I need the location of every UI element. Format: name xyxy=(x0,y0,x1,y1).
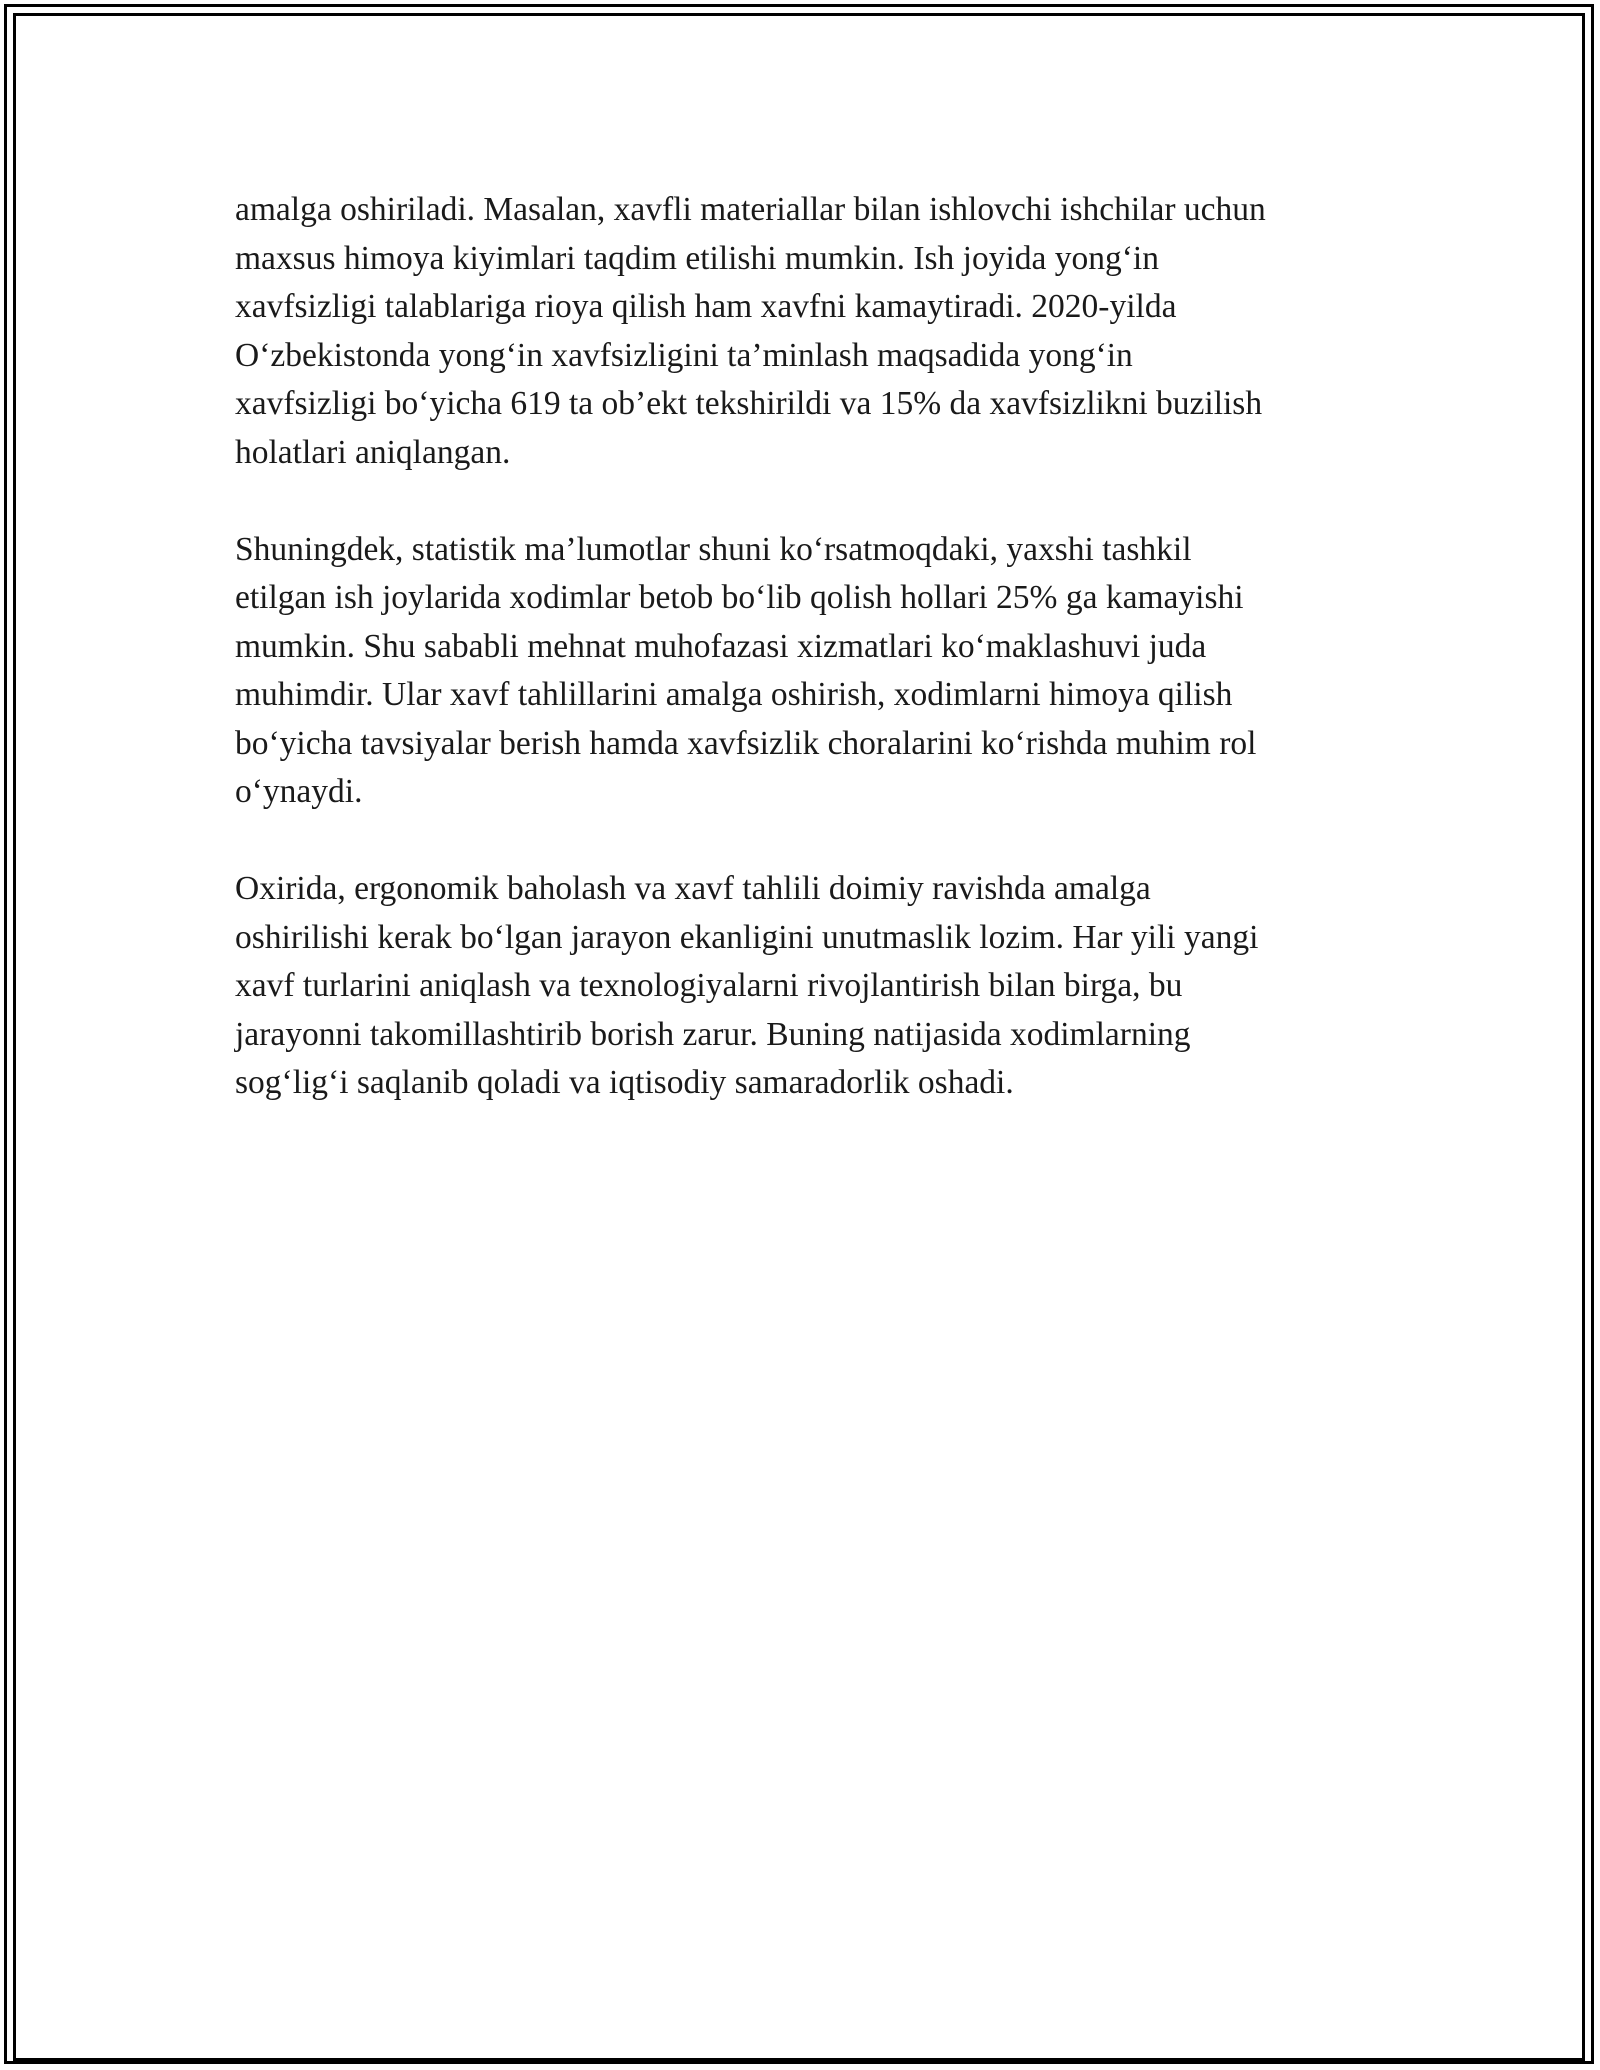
document-body xyxy=(235,186,1375,1156)
paragraph-conclusion: Oxirida, ergonomik baholash va xavf tahlili doimiy ravishda amalga oshirilishi kerak bo‘lgan jarayon ekanligini unutmaslik lozim. Har yili yangi xavf turlarini aniqlash va texnologiyalarni rivojlantirish bilan birga, bu jarayonni takomillashtirib borish zarur. Buning natijasida xodimlarning sog‘lig‘i saqlanib qoladi va iqtisodiy samaradorlik oshadi. xyxy=(235,870,1259,1101)
paragraph-workplace-safety: amalga oshiriladi. Masalan, xavfli materiallar bilan ishlovchi ishchilar uchun maxsus himoya kiyimlari taqdim etilishi mumkin. Ish joyida yong‘in xavfsizligi talablariga rioya qilish ham xavfni kamaytiradi. 2020-yilda O‘zbekistonda yong‘in xavfsizligini ta’minlash maqsadida yong‘in xavfsizligi bo‘yicha 619 ta ob’ekt tekshirildi va 15% da xavfsizlikni buzilish holatlari aniqlangan. xyxy=(235,191,1266,471)
paragraph-statistics: Shuningdek, statistik ma’lumotlar shuni ko‘rsatmoqdaki, yaxshi tashkil etilgan ish joylarida xodimlar betob bo‘lib qolish hollari 25% ga kamayishi mumkin. Shu sababli mehnat muhofazasi xizmatlari ko‘maklashuvi juda muhimdir. Ular xavf tahlillarini amalga oshirish, xodimlarni himoya qilish bo‘yicha tavsiyalar berish hamda xavfsizlik choralarini ko‘rishda muhim rol o‘ynaydi. xyxy=(235,530,1257,810)
